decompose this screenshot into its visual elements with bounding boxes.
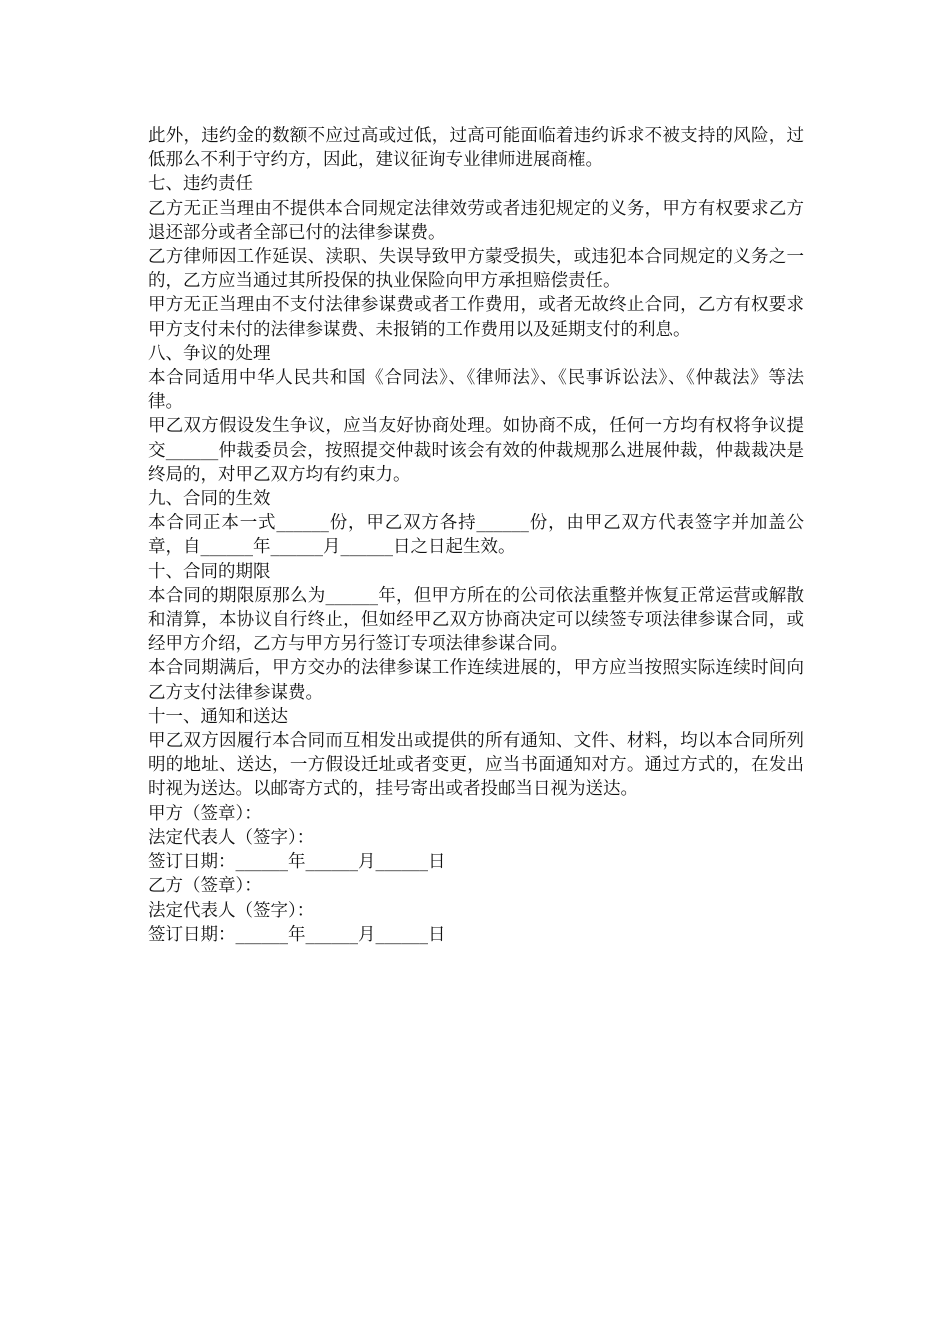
paragraph-liability-3: 甲方无正当理由不支付法律参谋费或者工作费用，或者无故终止合同，乙方有权要求甲方支付未付的法律参谋费、未报销的工作费用以及延期支付的利息。 bbox=[148, 295, 804, 340]
paragraph-term-2: 本合同期满后，甲方交办的法律参谋工作连续进展的，甲方应当按照实际连续时间向乙方支付法律参谋费。 bbox=[148, 658, 804, 703]
paragraph-penalty-note: 此外，违约金的数额不应过高或过低，过高可能面临着违约诉求不被支持的风险，过低那么不利于守约方，因此，建议征询专业律师进展商榷。 bbox=[148, 126, 804, 171]
party-b-seal-line: 乙方（签章）： bbox=[148, 876, 262, 897]
paragraph-notice: 甲乙双方因履行本合同而互相发出或提供的所有通知、文件、材料，均以本合同所列明的地址、送达，一方假设迁址或者变更，应当书面通知对方。通过方式的，在发出时视为送达。以邮寄方式的，挂号寄出或者投邮当日视为送达。 bbox=[148, 731, 804, 800]
section-heading-term: 十、合同的期限 bbox=[148, 561, 271, 582]
party-b-date-line: 签订日期：______年______月______日 bbox=[148, 924, 446, 945]
paragraph-effect: 本合同正本一式______份，甲乙双方各持______份，由甲乙双方代表签字并加盖公章，自______年______月______日之日起生效。 bbox=[148, 513, 804, 558]
paragraph-dispute-1: 本合同适用中华人民共和国《合同法》、《律师法》、《民事诉讼法》、《仲裁法》等法律。 bbox=[148, 368, 804, 413]
party-a-representative-line: 法定代表人（签字）： bbox=[148, 827, 315, 848]
section-heading-notice: 十一、通知和送达 bbox=[148, 706, 288, 727]
paragraph-term-1: 本合同的期限原那么为______年，但甲方所在的公司依法重整并恢复正常运营或解散和清算，本协议自行终止，但如经甲乙双方协商决定可以续签专项法律参谋合同，或经甲方介绍，乙方与甲方另行签订专项法律参谋合同。 bbox=[148, 585, 804, 655]
section-heading-effect: 九、合同的生效 bbox=[148, 489, 271, 510]
document-body bbox=[148, 124, 804, 947]
paragraph-dispute-2: 甲乙双方假设发生争议，应当友好协商处理。如协商不成，任何一方均有权将争议提交______仲裁委员会，按照提交仲裁时该会有效的仲裁规那么进展仲裁，仲裁裁决是终局的，对甲乙双方均有约束力。 bbox=[148, 416, 804, 485]
section-heading-liability: 七、违约责任 bbox=[148, 174, 253, 195]
party-b-representative-line: 法定代表人（签字）： bbox=[148, 900, 315, 921]
party-a-date-line: 签订日期：______年______月______日 bbox=[148, 852, 446, 873]
paragraph-liability-2: 乙方律师因工作延误、渎职、失误导致甲方蒙受损失，或违犯本合同规定的义务之一的，乙方应当通过其所投保的执业保险向甲方承担赔偿责任。 bbox=[148, 247, 804, 292]
party-a-seal-line: 甲方（签章）： bbox=[148, 803, 262, 824]
paragraph-liability-1: 乙方无正当理由不提供本合同规定法律效劳或者违犯规定的义务，甲方有权要求乙方退还部分或者全部已付的法律参谋费。 bbox=[148, 198, 804, 243]
section-heading-dispute: 八、争议的处理 bbox=[148, 343, 271, 364]
